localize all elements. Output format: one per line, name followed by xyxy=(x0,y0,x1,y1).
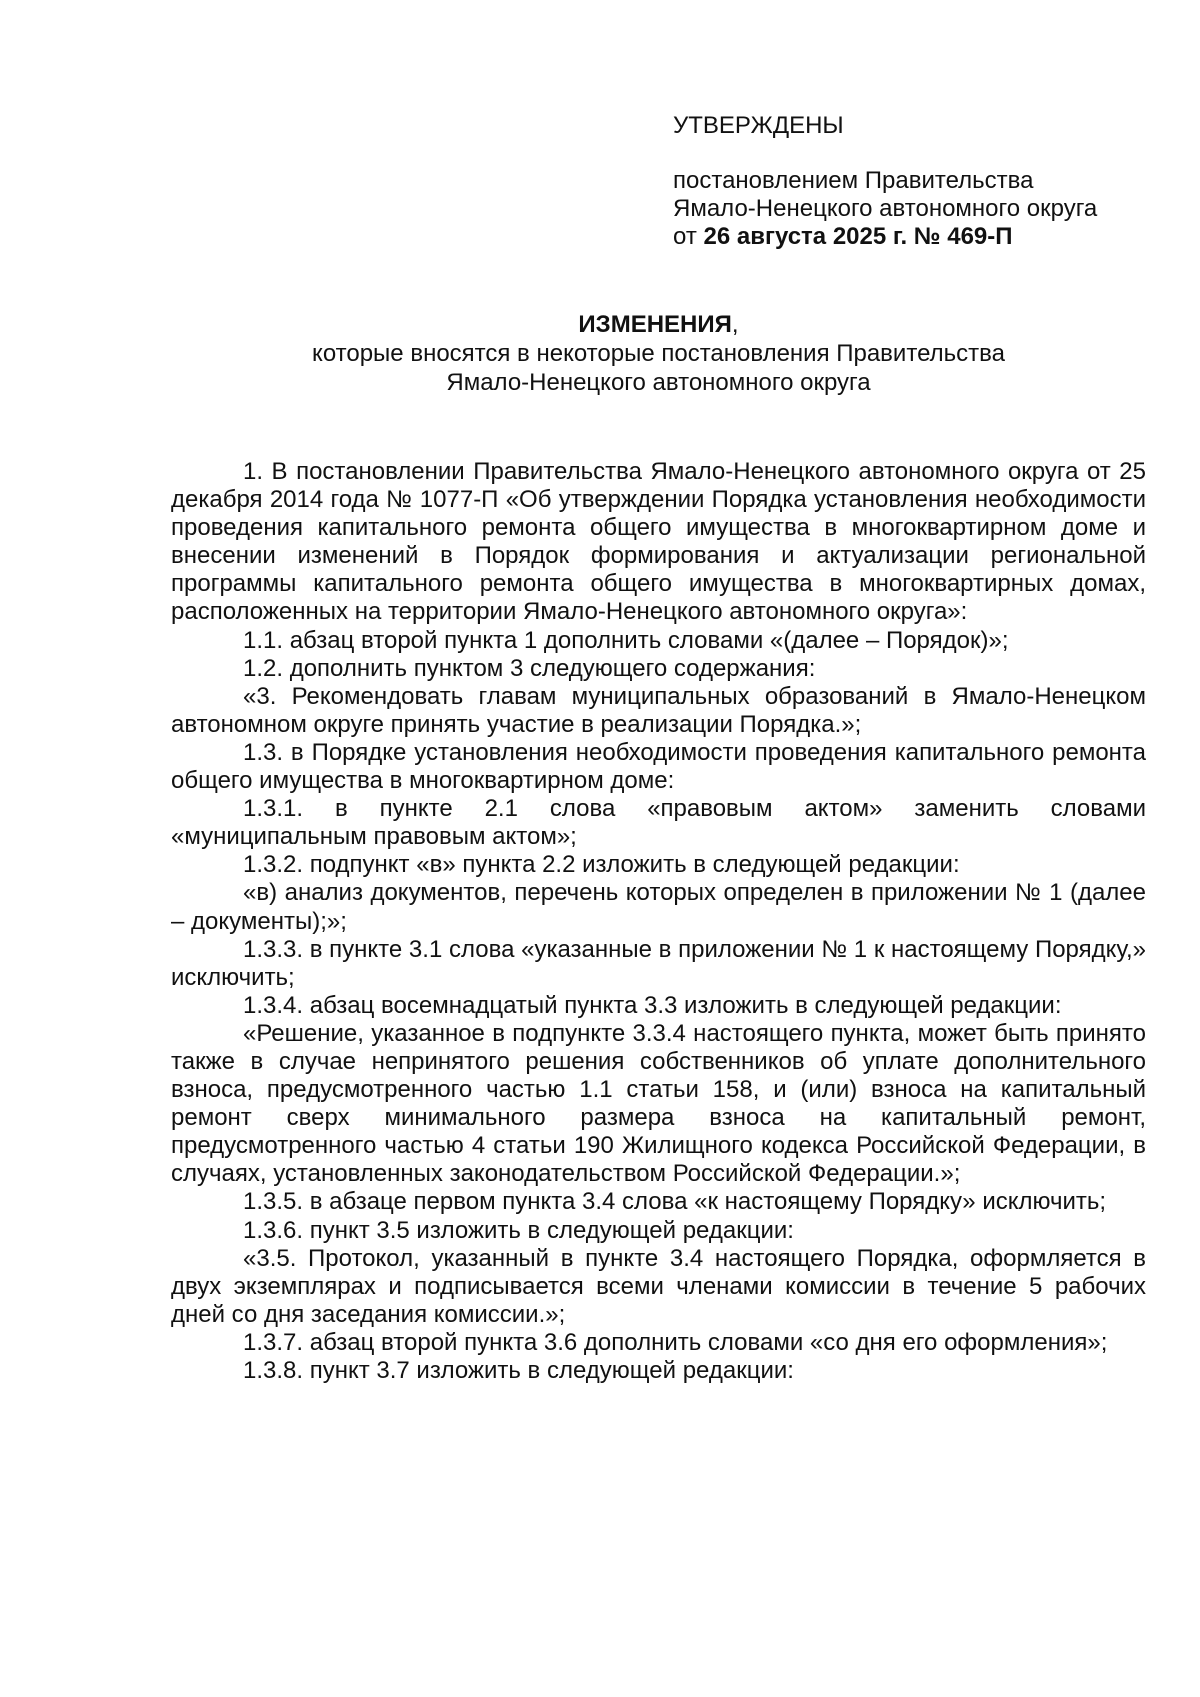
paragraph: 1.3. в Порядке установления необходимости проведения капитального ремонта общего имущества в многоквартирном доме: xyxy=(171,738,1146,795)
document-subtitle-line-1: которые вносятся в некоторые постановления Правительства xyxy=(312,340,1005,367)
approval-date-number: 26 августа 2025 г. № 469-П xyxy=(703,223,1013,250)
approval-line-1: постановлением Правительства xyxy=(673,167,1034,194)
paragraph: 1.3.3. в пункте 3.1 слова «указанные в приложении № 1 к настоящему Порядку,» исключить; xyxy=(171,935,1146,991)
paragraph: 1.3.2. подпункт «в» пункта 2.2 изложить в следующей редакции: xyxy=(243,851,960,879)
paragraph: 1.3.8. пункт 3.7 изложить в следующей редакции: xyxy=(243,1357,794,1384)
approval-heading: УТВЕРЖДЕНЫ xyxy=(673,112,844,139)
approval-date-line xyxy=(673,223,1153,251)
paragraph: 1.2. дополнить пунктом 3 следующего содержания: xyxy=(243,654,816,682)
document-title-comma: , xyxy=(731,311,739,338)
paragraph: 1.1. абзац второй пункта 1 дополнить словами «(далее – Порядок)»; xyxy=(243,626,1009,654)
document-subtitle-line-2: Ямало-Ненецкого автономного округа xyxy=(446,369,871,396)
document-title xyxy=(171,310,1146,339)
paragraph: 1. В постановлении Правительства Ямало-Ненецкого автономного округа от 25 декабря 2014 года № 1077-П «Об утверждении Порядка установления необходимости проведения капитального ремонта общего имущества в многоквартирном доме и внесении изменений в Порядок формирования и актуализации региональной программы капитального ремонта общего имущества в многоквартирных домах, расположенных на территории Ямало-Ненецкого автономного округа»: xyxy=(171,458,1146,626)
paragraph: 1.3.7. абзац второй пункта 3.6 дополнить словами «со дня его оформления»; xyxy=(243,1328,1108,1356)
document-body xyxy=(171,458,1146,1385)
document-title-main: ИЗМЕНЕНИЯ xyxy=(578,311,732,338)
approval-stamp-block xyxy=(673,112,1153,251)
paragraph: 1.3.1. в пункте 2.1 слова «правовым актом» заменить словами «муниципальным правовым актом»; xyxy=(171,795,1146,851)
paragraph: «3.5. Протокол, указанный в пункте 3.4 настоящего Порядка, оформляется в двух экземплярах и подписывается всеми членами комиссии в течение 5 рабочих дней со дня заседания комиссии.»; xyxy=(171,1244,1146,1328)
approval-date-prefix: от xyxy=(673,223,704,250)
paragraph: «в) анализ документов, перечень которых определен в приложении № 1 (далее – документы);»; xyxy=(171,879,1146,935)
paragraph: «3. Рекомендовать главам муниципальных образований в Ямало-Ненецком автономном округе принять участие в реализации Порядка.»; xyxy=(171,682,1146,738)
approval-line-2: Ямало-Ненецкого автономного округа xyxy=(673,195,1098,222)
paragraph: 1.3.5. в абзаце первом пункта 3.4 слова «к настоящему Порядку» исключить; xyxy=(243,1188,1107,1216)
paragraph: 1.3.6. пункт 3.5 изложить в следующей редакции: xyxy=(243,1216,794,1244)
paragraph: «Решение, указанное в подпункте 3.3.4 настоящего пункта, может быть принято также в случае непринятого решения собственников об уплате дополнительного взноса, предусмотренного частью 1.1 статьи 158, и (или) взноса на капитальный ремонт сверх минимального размера взноса на капитальный ремонт, предусмотренного частью 4 статьи 190 Жилищного кодекса Российской Федерации, в случаях, установленных законодательством Российской Федерации.»; xyxy=(171,1019,1146,1188)
document-title-block xyxy=(171,310,1146,397)
paragraph: 1.3.4. абзац восемнадцатый пункта 3.3 изложить в следующей редакции: xyxy=(243,991,1062,1019)
